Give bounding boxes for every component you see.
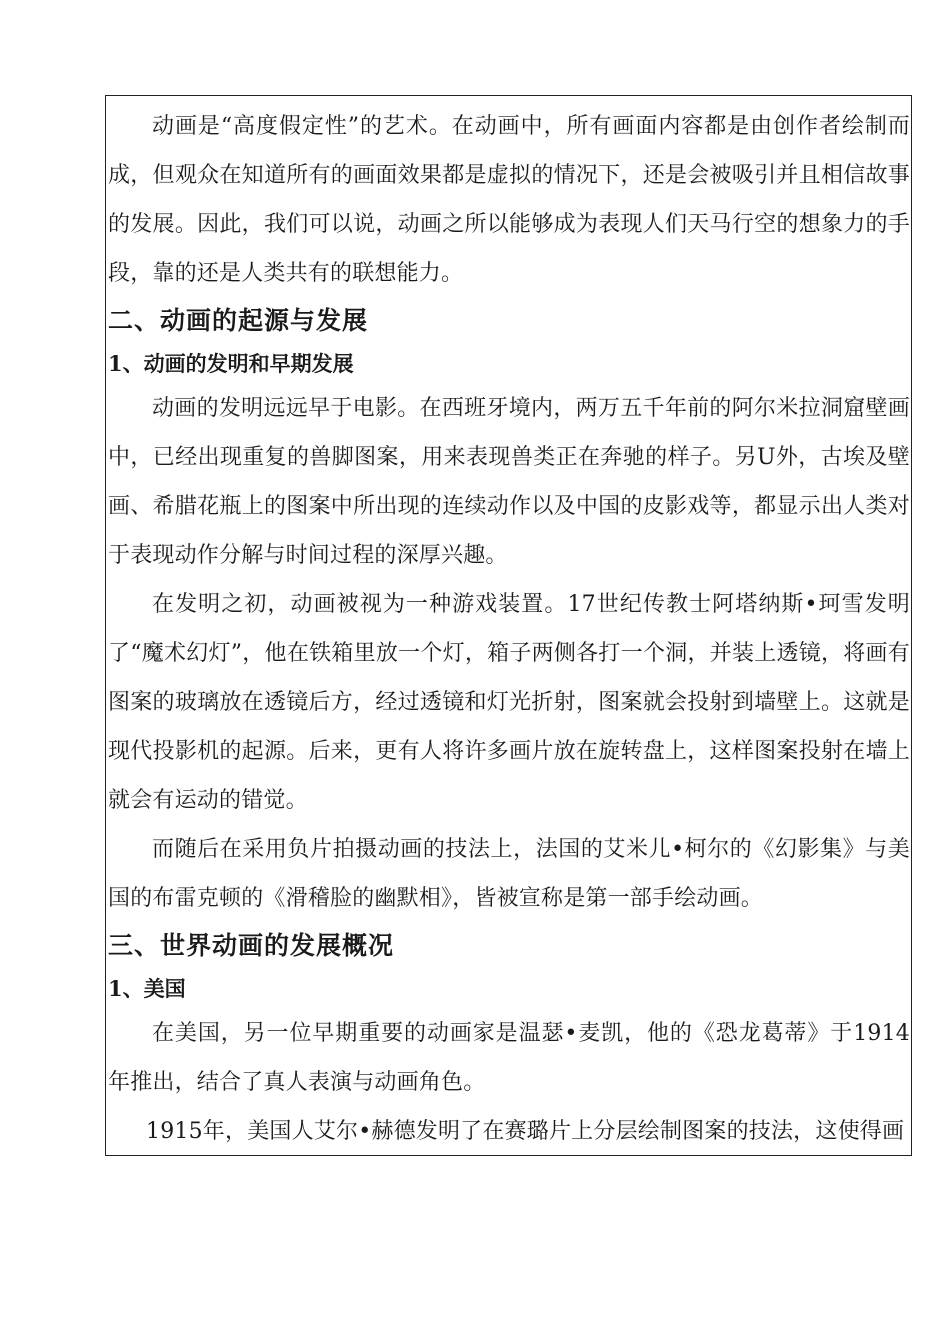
paragraph-art-nature: 动画是“高度假定性”的艺术。在动画中，所有画面内容都是由创作者绘制而成，但观众在知道所有的画面效果都是虚拟的情况下，还是会被吸引并且相信故事的发展。因此，我们可以说，动画之所以能够成为表现人们天马行空的想象力的手段，靠的还是人类共有的联想能力。 bbox=[108, 114, 910, 286]
paragraph-cel-technique: 1915年，美国人艾尔•赫德发明了在赛璐片上分层绘制图案的技法，这使得画 bbox=[146, 1119, 905, 1144]
paragraph-winsor-mccay: 在美国，另一位早期重要的动画家是温瑟•麦凯，他的《恐龙葛蒂》于1914年推出，结合了真人表演与动画角色。 bbox=[108, 1021, 910, 1095]
heading-world-animation: 三、世界动画的发展概况 bbox=[108, 931, 395, 960]
document-body bbox=[108, 96, 910, 1156]
paragraph-magic-lantern: 在发明之初，动画被视为一种游戏装置。17世纪传教士阿塔纳斯•珂雪发明了“魔术幻灯”，他在铁箱里放一个灯，箱子两侧各打一个洞，并装上透镜，将画有图案的玻璃放在透镜后方，经过透镜和灯光折射，图案就会投射到墙壁上。这就是现代投影机的起源。后来，更有人将许多画片放在旋转盘上，这样图案投射在墙上就会有运动的错觉。 bbox=[108, 592, 910, 813]
subheading-usa: 1、美国 bbox=[108, 976, 186, 1001]
paragraph-invention-history: 动画的发明远远早于电影。在西班牙境内，两万五千年前的阿尔米拉洞窟壁画中，已经出现重复的兽脚图案，用来表现兽类正在奔驰的样子。另U外，古埃及壁画、希腊花瓶上的图案中所出现的连续动作以及中国的皮影戏等，都显示出人类对于表现动作分解与时间过程的深厚兴趣。 bbox=[108, 396, 910, 568]
subheading-invention: 1、动画的发明和早期发展 bbox=[108, 351, 354, 376]
paragraph-first-hand-drawn: 而随后在采用负片拍摄动画的技法上，法国的艾米儿•柯尔的《幻影集》与美国的布雷克顿的《滑稽脸的幽默相》，皆被宣称是第一部手绘动画。 bbox=[108, 837, 910, 911]
document-table-cell bbox=[105, 95, 912, 1156]
heading-origin-development: 二、动画的起源与发展 bbox=[108, 306, 369, 335]
